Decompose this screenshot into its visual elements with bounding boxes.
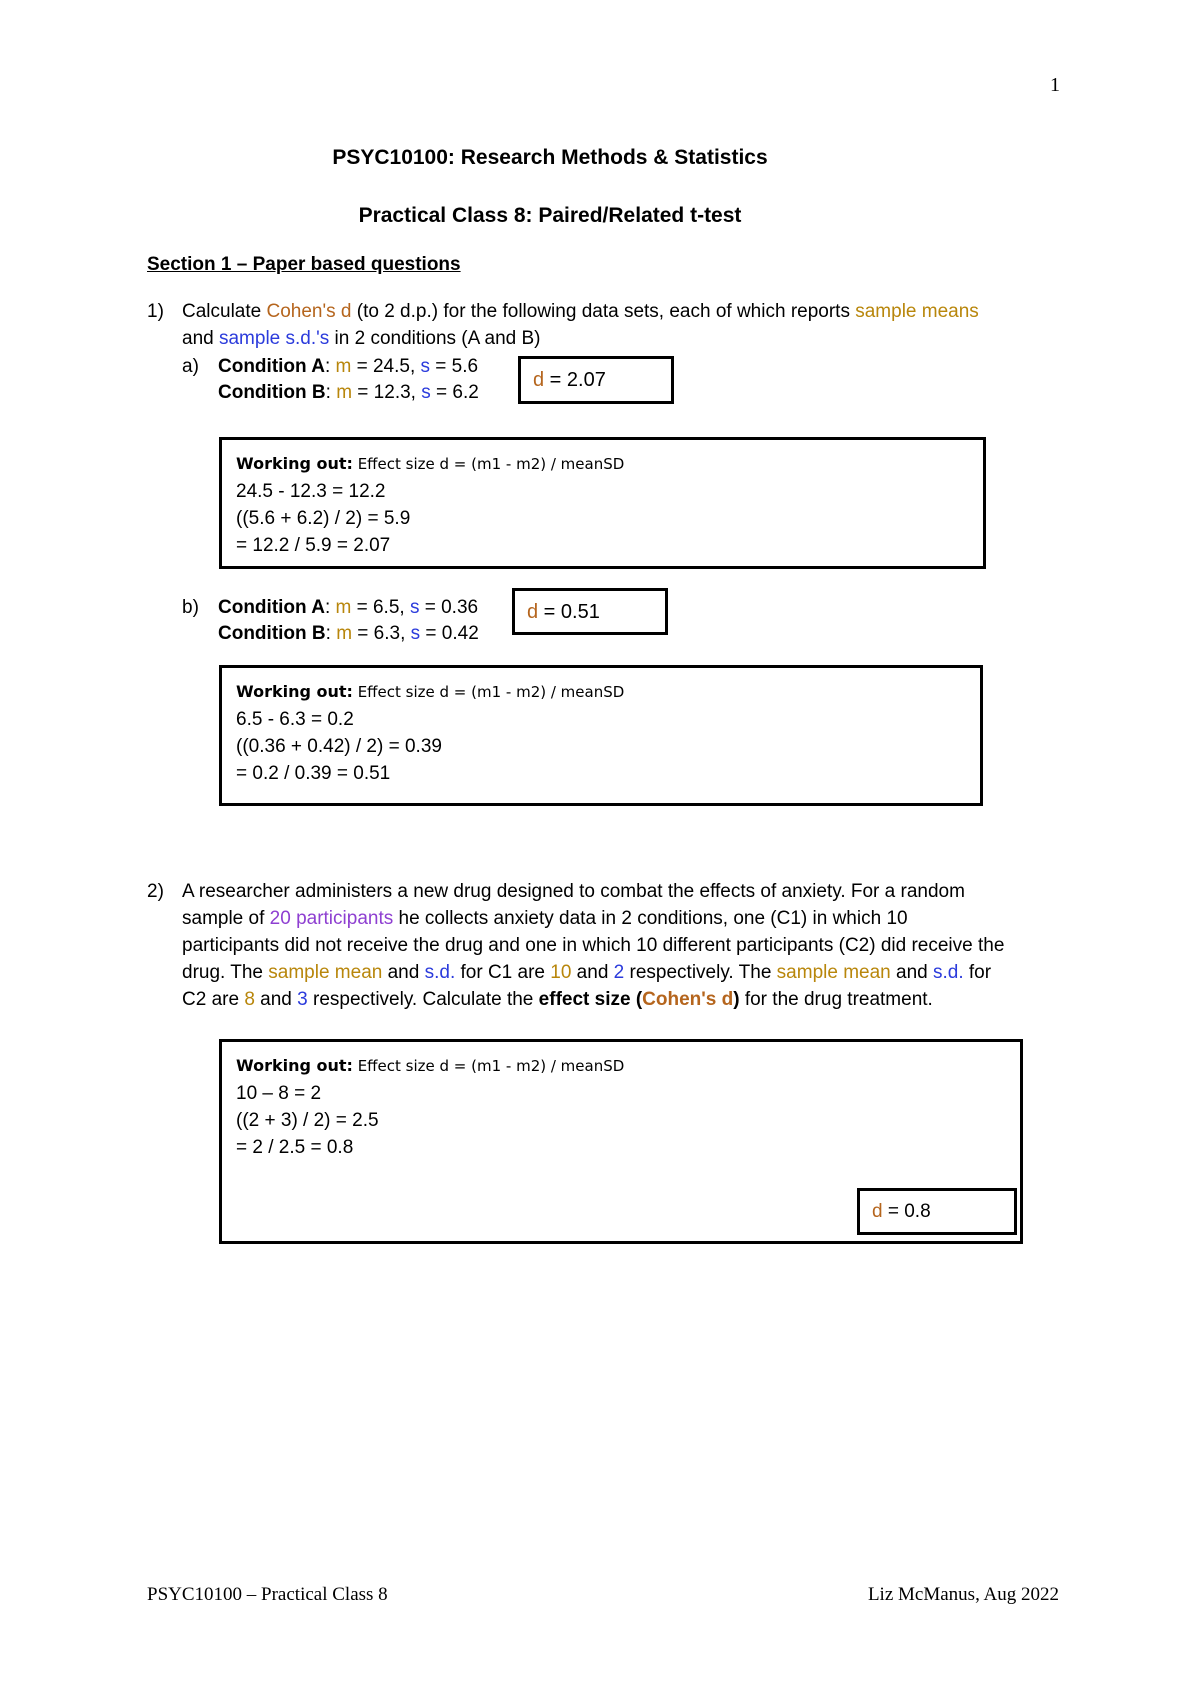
working-line: ((0.36 + 0.42) / 2) = 0.39 (236, 736, 442, 757)
course-title: PSYC10100: Research Methods & Statistics (332, 146, 768, 169)
page-number: 1 (1050, 74, 1060, 96)
q1b-working-box (219, 665, 983, 806)
q2-text-line3: participants did not receive the drug and one in which 10 different participants (C2) did receive the (182, 935, 1005, 956)
footer-left: PSYC10100 – Practical Class 8 (147, 1584, 388, 1605)
q1-text-line2: and sample s.d.'s in 2 conditions (A and B) (182, 328, 541, 349)
cohens-d-term: Cohen's d (266, 301, 352, 322)
section-heading: Section 1 – Paper based questions (147, 254, 461, 275)
sample-sds-term: sample s.d.'s (218, 328, 330, 349)
q1b-label: b) (182, 597, 199, 618)
q2-text-line2: sample of 20 participants he collects anxiety data in 2 conditions, one (C1) in which 10 (182, 908, 908, 929)
working-line: ((2 + 3) / 2) = 2.5 (236, 1110, 379, 1131)
working-line: 10 – 8 = 2 (236, 1083, 322, 1104)
working-line: 24.5 - 12.3 = 12.2 (236, 481, 386, 502)
q2-answer-box: d = 0.8 (857, 1188, 1017, 1235)
q1a-label: a) (182, 356, 199, 377)
q2-text-line1: A researcher administers a new drug designed to combat the effects of anxiety. For a random (182, 881, 965, 902)
working-line: ((5.6 + 6.2) / 2) = 5.9 (236, 508, 411, 529)
working-heading: Working out: Effect size d = (m1 - m2) / meanSD (236, 1056, 625, 1075)
q1a-condition-a: Condition A: m = 24.5, s = 5.6 (218, 356, 479, 377)
participants-term: 20 participants (269, 908, 394, 929)
q1b-condition-a: Condition A: m = 6.5, s = 0.36 (218, 597, 479, 618)
working-line: 6.5 - 6.3 = 0.2 (236, 709, 354, 730)
q1-text-line1: Calculate Cohen's d (to 2 d.p.) for the following data sets, each of which reports sample means (182, 301, 979, 322)
footer-right: Liz McManus, Aug 2022 (867, 1584, 1059, 1605)
q1a-condition-b: Condition B: m = 12.3, s = 6.2 (218, 382, 479, 403)
q2-text-line4: drug. The sample mean and s.d. for C1 are 10 and 2 respectively. The sample mean and s.d. for (182, 962, 992, 983)
working-heading: Working out: Effect size d = (m1 - m2) / meanSD (236, 454, 625, 473)
working-heading: Working out: Effect size d = (m1 - m2) / meanSD (236, 682, 625, 701)
q1a-working-box (219, 437, 986, 569)
sample-means-term: sample means (855, 301, 979, 322)
q1-number: 1) (147, 301, 164, 322)
q2-text-line5: C2 are 8 and 3 respectively. Calculate the effect size (Cohen's d) for the drug treatment. (182, 989, 933, 1010)
working-line: = 2 / 2.5 = 0.8 (236, 1137, 354, 1158)
q1b-answer-box: d = 0.51 (512, 588, 668, 635)
practical-title: Practical Class 8: Paired/Related t-test (358, 204, 742, 227)
working-line: = 12.2 / 5.9 = 2.07 (236, 535, 391, 556)
q1a-answer-box: d = 2.07 (518, 356, 674, 404)
working-line: = 0.2 / 0.39 = 0.51 (236, 763, 391, 784)
q2-number: 2) (147, 881, 164, 902)
q1b-condition-b: Condition B: m = 6.3, s = 0.42 (218, 623, 479, 644)
